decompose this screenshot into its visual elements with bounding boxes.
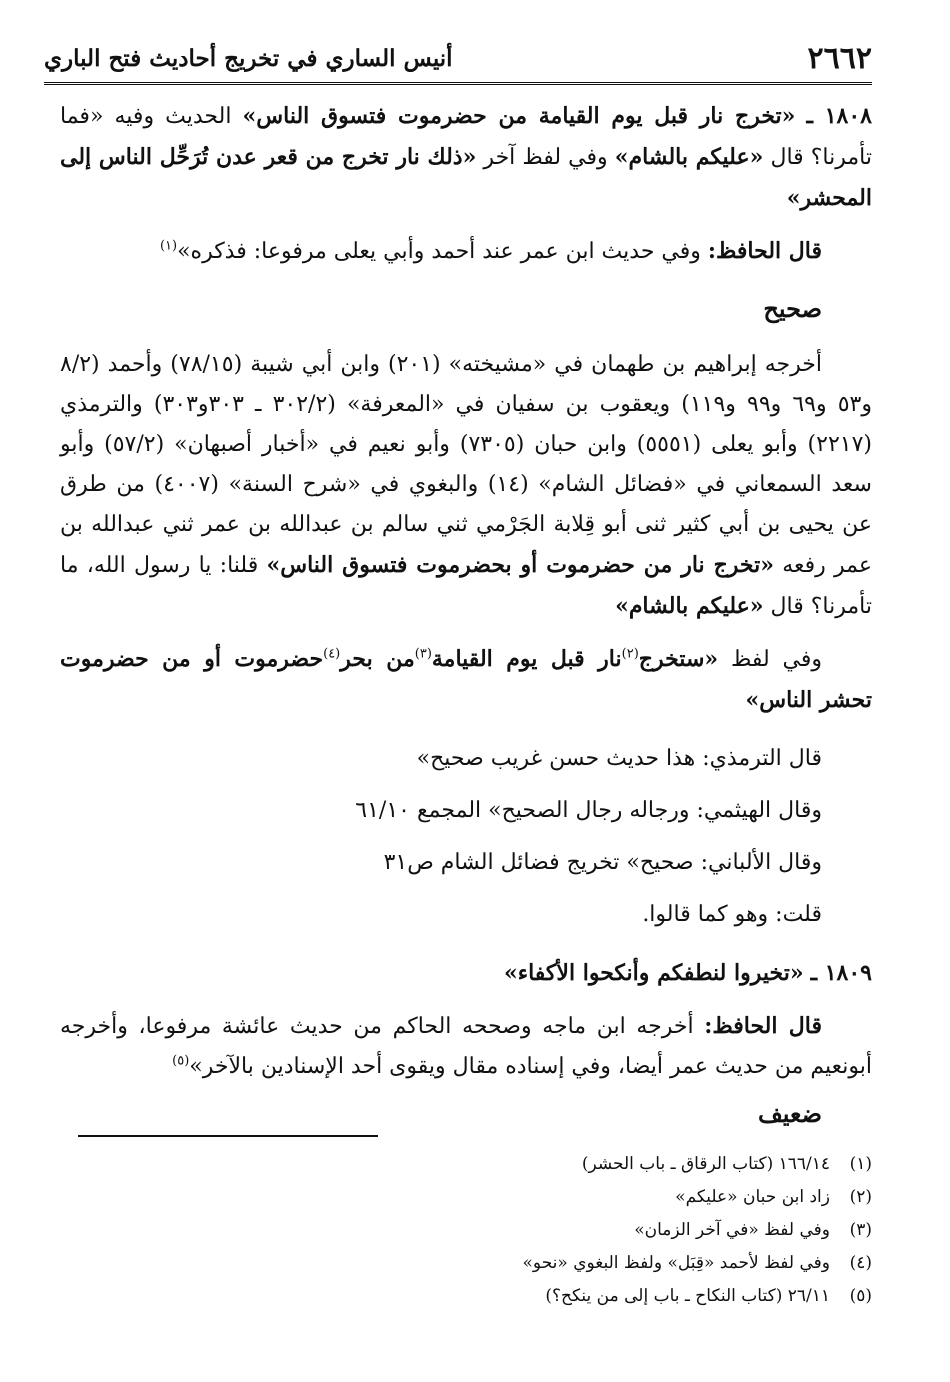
quote-tirmidhi: قال الترمذي: هذا حديث حسن غريب صحيح» (416, 746, 822, 771)
hafiz-text: وفي حديث ابن عمر عند أحمد وأبي يعلى مرفوعا: فذكره» (177, 239, 708, 264)
hafiz-label: قال الحافظ: (707, 238, 822, 264)
page-number: ٢٦٦٢ (807, 40, 872, 76)
footnote-item (60, 1280, 872, 1313)
quote-haythami: وقال الهيثمي: ورجاله رجال الصحيح» المجمع ٦١/١٠ (355, 798, 822, 823)
takhrij-sources: أخرجه إبراهيم بن طهمان في «مشيخته» (٢٠١) وابن أبي شيبة (٧٨/١٥) وأحمد (٨/٢ و٥٣ و٦٩ و٩٩ و١١٩) ويعقوب بن سفيان في «المعرفة» (٣٠٢/٢ ـ ٣٠٣و٣٠٣) والترمذي (٢٢١٧) وأبو يعلى (٥٥٥١) وابن حبان (٧٣٠٥) وأبو نعيم في «أخبار أصبهان» (٥٧/٢) وأبو سعد السمعاني في «فضائل الشام» (١٤) والبغوي في «شرح السنة» (٤٠٠٧) من طرق عن يحيى بن أبي كثير ثنى أبو قِلابة الجَرْمي ثني سالم بن عبدالله بن عمر ثني عبدالله بن عمر رفعه (60, 352, 872, 578)
footnote-text: ١٦٦/١٤ (كتاب الرقاق ـ باب الحشر) (581, 1154, 830, 1174)
takhrij-paragraph (60, 345, 872, 627)
footnote-text: زاد ابن حبان «عليكم» (675, 1187, 830, 1207)
variant-part-1: «ستخرج (638, 646, 719, 672)
footnotes (60, 1148, 872, 1313)
footnote-ref-1: (١) (159, 238, 178, 254)
hadith-quote: «عليكم بالشام» (614, 144, 764, 170)
page-body (60, 96, 872, 1128)
hadith-number: ١٨٠٩ ـ (810, 960, 872, 986)
hafiz-label: قال الحافظ: (704, 1013, 823, 1039)
footnote-ref-4: (٤) (323, 646, 341, 662)
footnote-text: وفي لفظ لأحمد «قِبَل» ولفظ البغوي «نحو» (522, 1253, 830, 1273)
running-header (44, 34, 872, 85)
footnote-ref-2: (٢) (621, 646, 639, 662)
footnote-ref-3: (٣) (414, 646, 432, 662)
footnote-text: وفي لفظ «في آخر الزمان» (634, 1220, 830, 1240)
grade-label-2: ضعيف (757, 1099, 822, 1128)
hadith-1809 (60, 953, 872, 994)
footnote-item (60, 1214, 872, 1247)
book-title: أنيس الساري في تخريج أحاديث فتح الباري (44, 44, 453, 72)
hadith-1808 (60, 96, 872, 219)
hafiz-comment-2 (60, 1006, 872, 1087)
footnote-number: (٥) (849, 1286, 872, 1306)
footnote-number: (٤) (849, 1253, 872, 1273)
variant-wording (60, 639, 872, 721)
grade-label-1: صحيح (763, 294, 822, 323)
hadith-variant-text: «ذلك نار تخرج من قعر عدن تُرَحِّل الناس إلى المحشر» (60, 144, 872, 211)
quote-albani: وقال الألباني: صحيح» تخريج فضائل الشام ص٣١ (383, 850, 822, 875)
footnote-ref-5: (٥) (172, 1053, 190, 1069)
takhrij-hadith-text: «تخرج نار من حضرموت أو بحضرموت فتسوق الناس» (266, 552, 774, 578)
footnote-text: ٢٦/١١ (كتاب النكاح ـ باب إلى من ينكح؟) (545, 1286, 830, 1306)
hadith-continuation: الحديث وفيه «فما تأمرنا؟ قال (60, 104, 873, 170)
hafiz-comment-1 (60, 231, 872, 272)
takhrij-answer: «عليكم بالشام» (615, 593, 764, 619)
footnote-item (60, 1181, 872, 1214)
variant-part-3: من بحر (340, 646, 415, 672)
hadith-text: «تخيروا لنطفكم وأنكحوا الأكفاء» (504, 960, 804, 986)
variant-part-2: نار قبل يوم القيامة (431, 646, 622, 672)
footnote-separator (78, 1135, 378, 1137)
footnote-number: (١) (849, 1154, 872, 1174)
footnote-number: (٢) (849, 1187, 872, 1207)
footnote-item (60, 1247, 872, 1280)
hadith-text: «تخرج نار قبل يوم القيامة من حضرموت فتسوق الناس» (242, 103, 796, 129)
variant-part-4: حضرموت أو من حضرموت تحشر الناس» (60, 646, 872, 713)
hadith-number: ١٨٠٨ ـ (806, 103, 872, 129)
footnote-item (60, 1148, 872, 1181)
takhrij-continuation: قلنا: يا رسول الله، ما تأمرنا؟ قال (60, 553, 872, 619)
variant-intro: وفي لفظ (718, 647, 822, 672)
author-remark: قلت: وهو كما قالوا. (642, 902, 822, 927)
footnote-number: (٣) (849, 1220, 872, 1240)
hadith-connector: وفي لفظ آخر (476, 145, 615, 170)
hafiz-text: أخرجه ابن ماجه وصححه الحاكم من حديث عائشة مرفوعا، وأخرجه أبونعيم من حديث عمر أيضا، وفي إسناده مقال ويقوى أحد الإسنادين بالآخر» (60, 1014, 872, 1079)
